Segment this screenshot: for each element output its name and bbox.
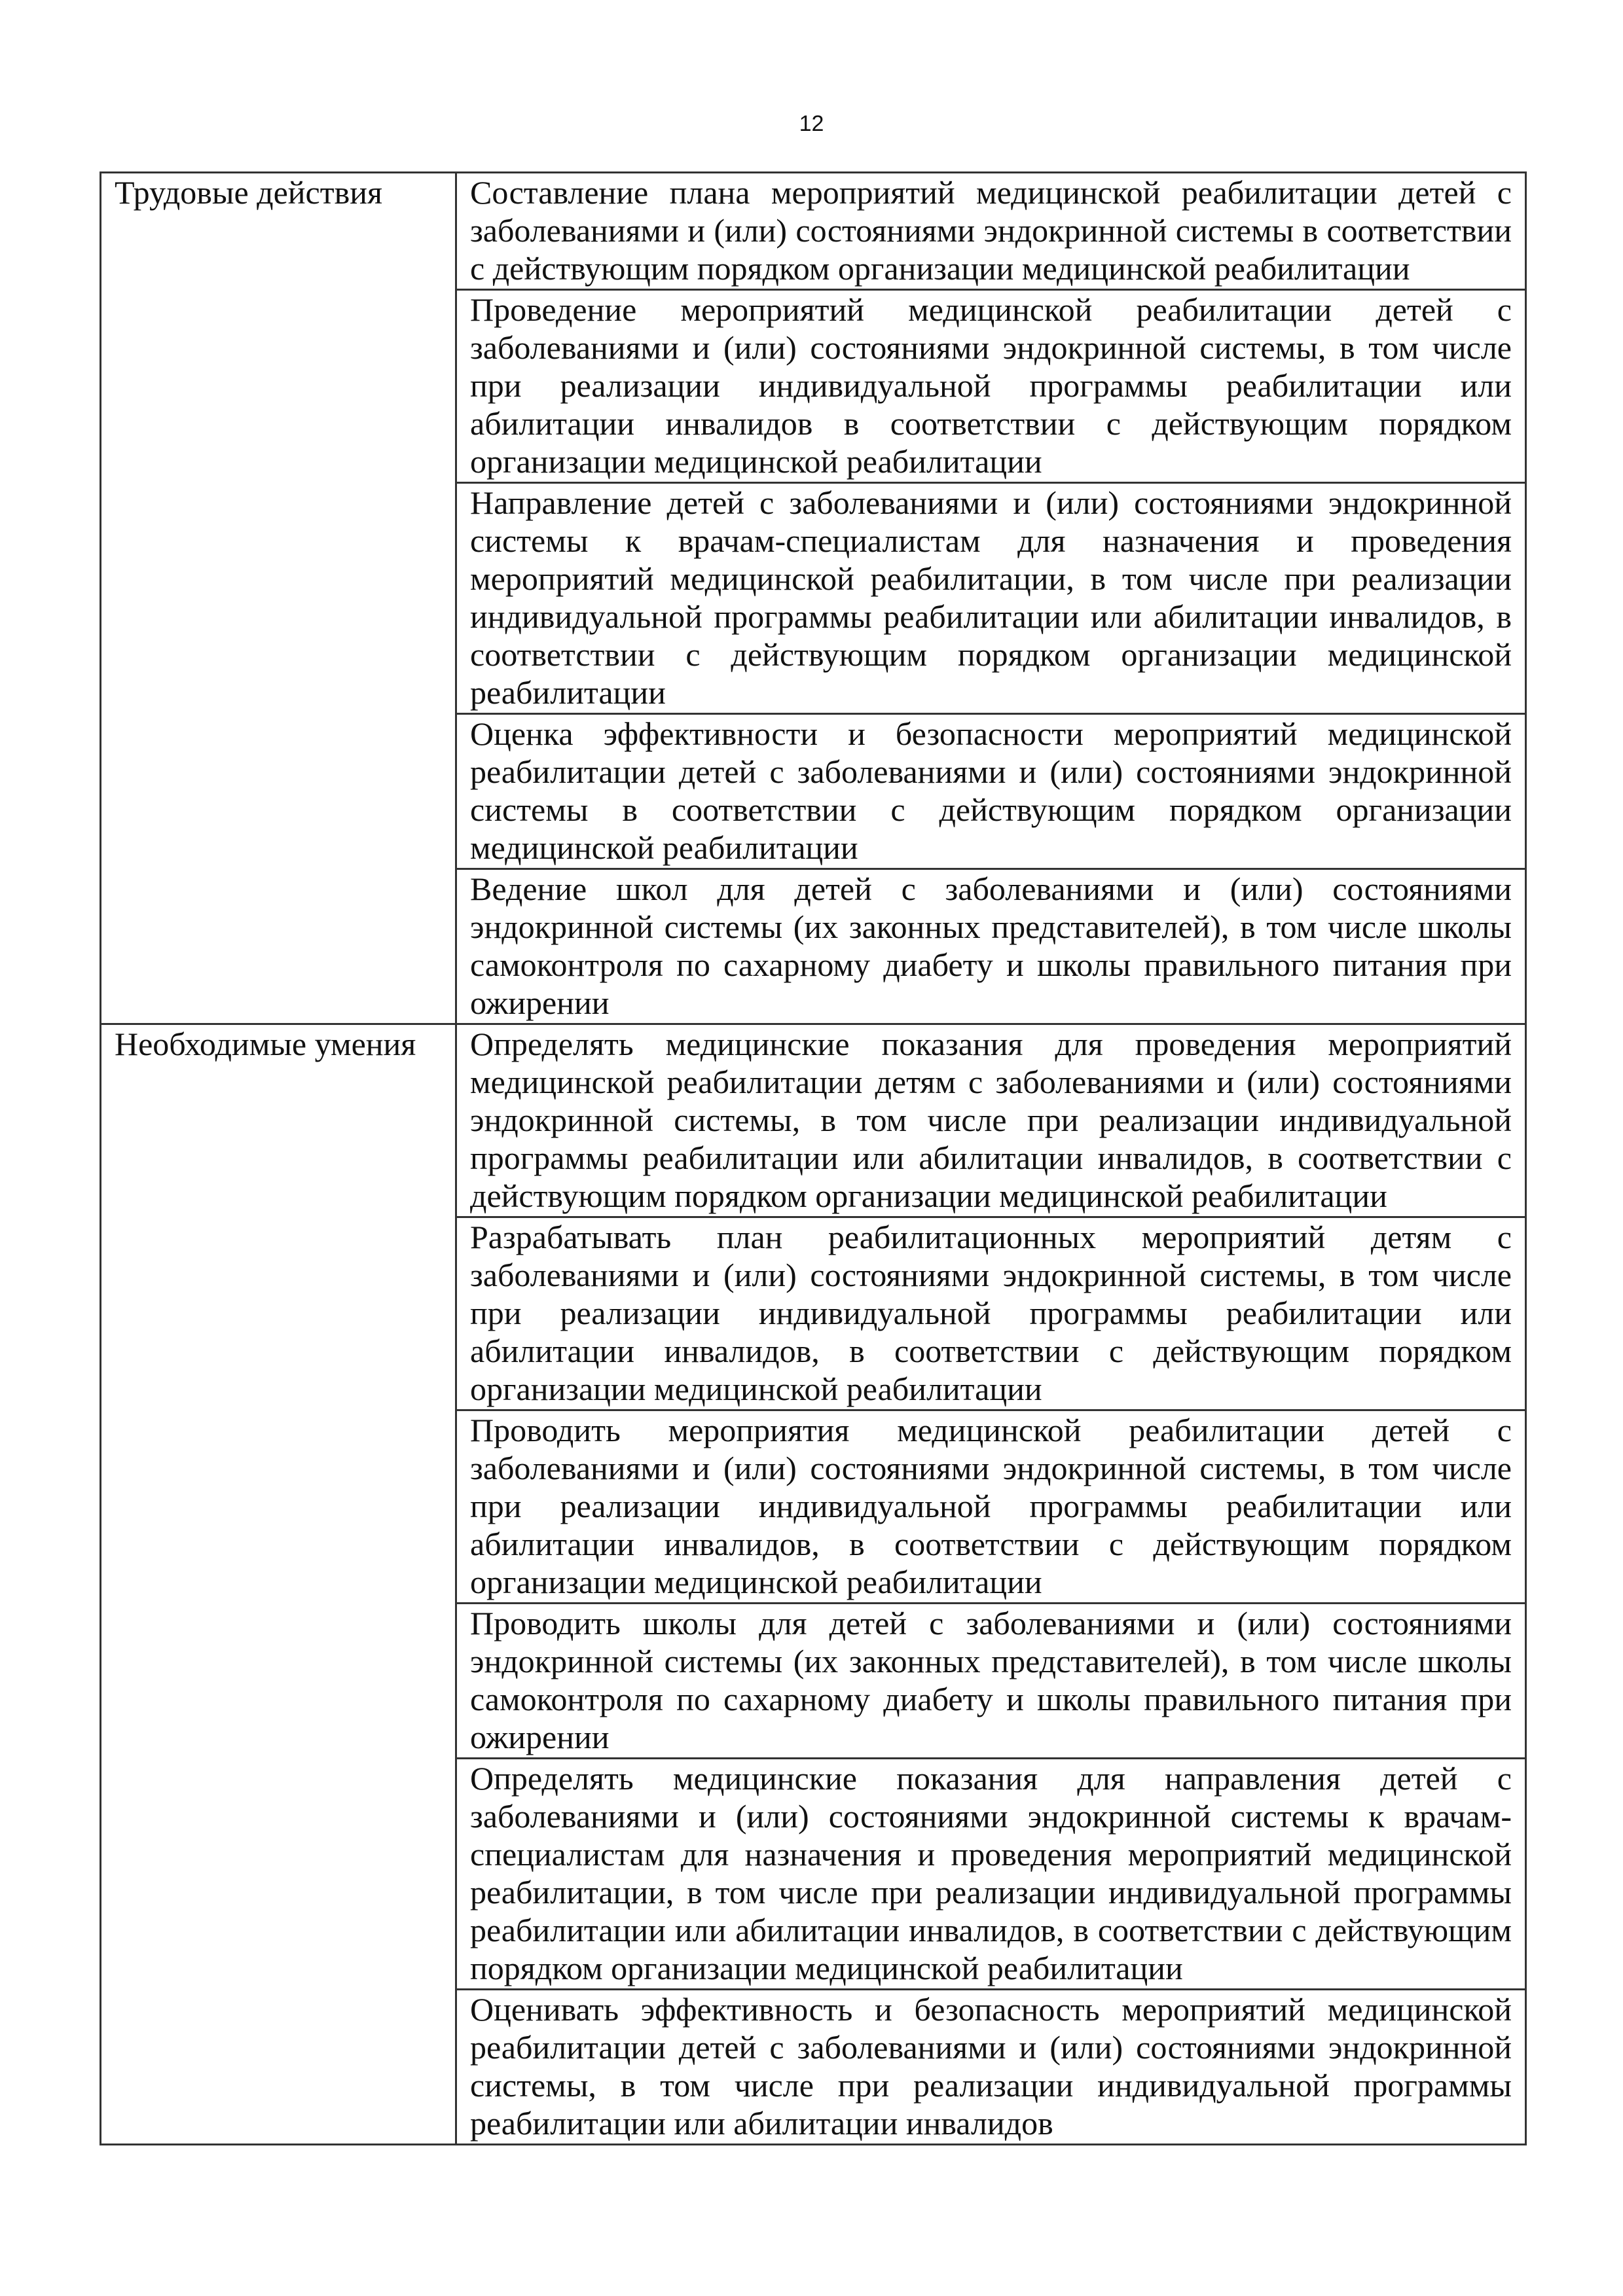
table-cell: Разрабатывать план реабилитационных мероприятий детям с заболеваниями и (или) состояниями эндокринной системы, в том числе при реализации индивидуальной программы реабилитации или абилитации инвалидов, в соответствии с действующим порядком организации медицинской реабилитации xyxy=(456,1217,1526,1410)
table-cell: Проводить мероприятия медицинской реабилитации детей с заболеваниями и (или) состояниями эндокринной системы, в том числе при реализации индивидуальной программы реабилитации или абилитации инвалидов, в соответствии с действующим порядком организации медицинской реабилитации xyxy=(456,1410,1526,1604)
table-cell: Направление детей с заболеваниями и (или) состояниями эндокринной системы к врачам-специалистам для назначения и проведения мероприятий медицинской реабилитации, в том числе при реализации индивидуальной программы реабилитации или абилитации инвалидов, в соответствии с действующим порядком организации медицинской реабилитации xyxy=(456,483,1526,714)
section-label-labor-actions: Трудовые действия xyxy=(101,173,456,1024)
page-number: 12 xyxy=(799,111,824,136)
table-cell: Оценка эффективности и безопасности мероприятий медицинской реабилитации детей с заболеваниями и (или) состояниями эндокринной системы в соответствии с действующим порядком организации медицинской реабилитации xyxy=(456,714,1526,869)
table-cell: Составление плана мероприятий медицинской реабилитации детей с заболеваниями и (или) состояниями эндокринной системы в соответствии с действующим порядком организации медицинской реабилитации xyxy=(456,173,1526,290)
table-cell: Определять медицинские показания для проведения мероприятий медицинской реабилитации детям с заболеваниями и (или) состояниями эндокринной системы, в том числе при реализации индивидуальной программы реабилитации или абилитации инвалидов, в соответствии с действующим порядком организации медицинской реабилитации xyxy=(456,1024,1526,1217)
table-cell: Определять медицинские показания для направления детей с заболеваниями и (или) состояниями эндокринной системы к врачам-специалистам для назначения и проведения мероприятий медицинской реабилитации, в том числе при реализации индивидуальной программы реабилитации или абилитации инвалидов, в соответствии с действующим порядком организации медицинской реабилитации xyxy=(456,1759,1526,1990)
table-row xyxy=(101,1024,1526,1217)
table-cell: Проведение мероприятий медицинской реабилитации детей с заболеваниями и (или) состояниями эндокринной системы, в том числе при реализации индивидуальной программы реабилитации или абилитации инвалидов в соответствии с действующим порядком организации медицинской реабилитации xyxy=(456,290,1526,483)
section-label-required-skills: Необходимые умения xyxy=(101,1024,456,2145)
competency-table xyxy=(100,171,1527,2145)
table-row xyxy=(101,173,1526,290)
table-cell: Проводить школы для детей с заболеваниями и (или) состояниями эндокринной системы (их законных представителей), в том числе школы самоконтроля по сахарному диабету и школы правильного питания при ожирении xyxy=(456,1604,1526,1759)
table-cell: Оценивать эффективность и безопасность мероприятий медицинской реабилитации детей с заболеваниями и (или) состояниями эндокринной системы, в том числе при реализации индивидуальной программы реабилитации или абилитации инвалидов xyxy=(456,1990,1526,2145)
table-cell: Ведение школ для детей с заболеваниями и (или) состояниями эндокринной системы (их законных представителей), в том числе школы самоконтроля по сахарному диабету и школы правильного питания при ожирении xyxy=(456,869,1526,1024)
